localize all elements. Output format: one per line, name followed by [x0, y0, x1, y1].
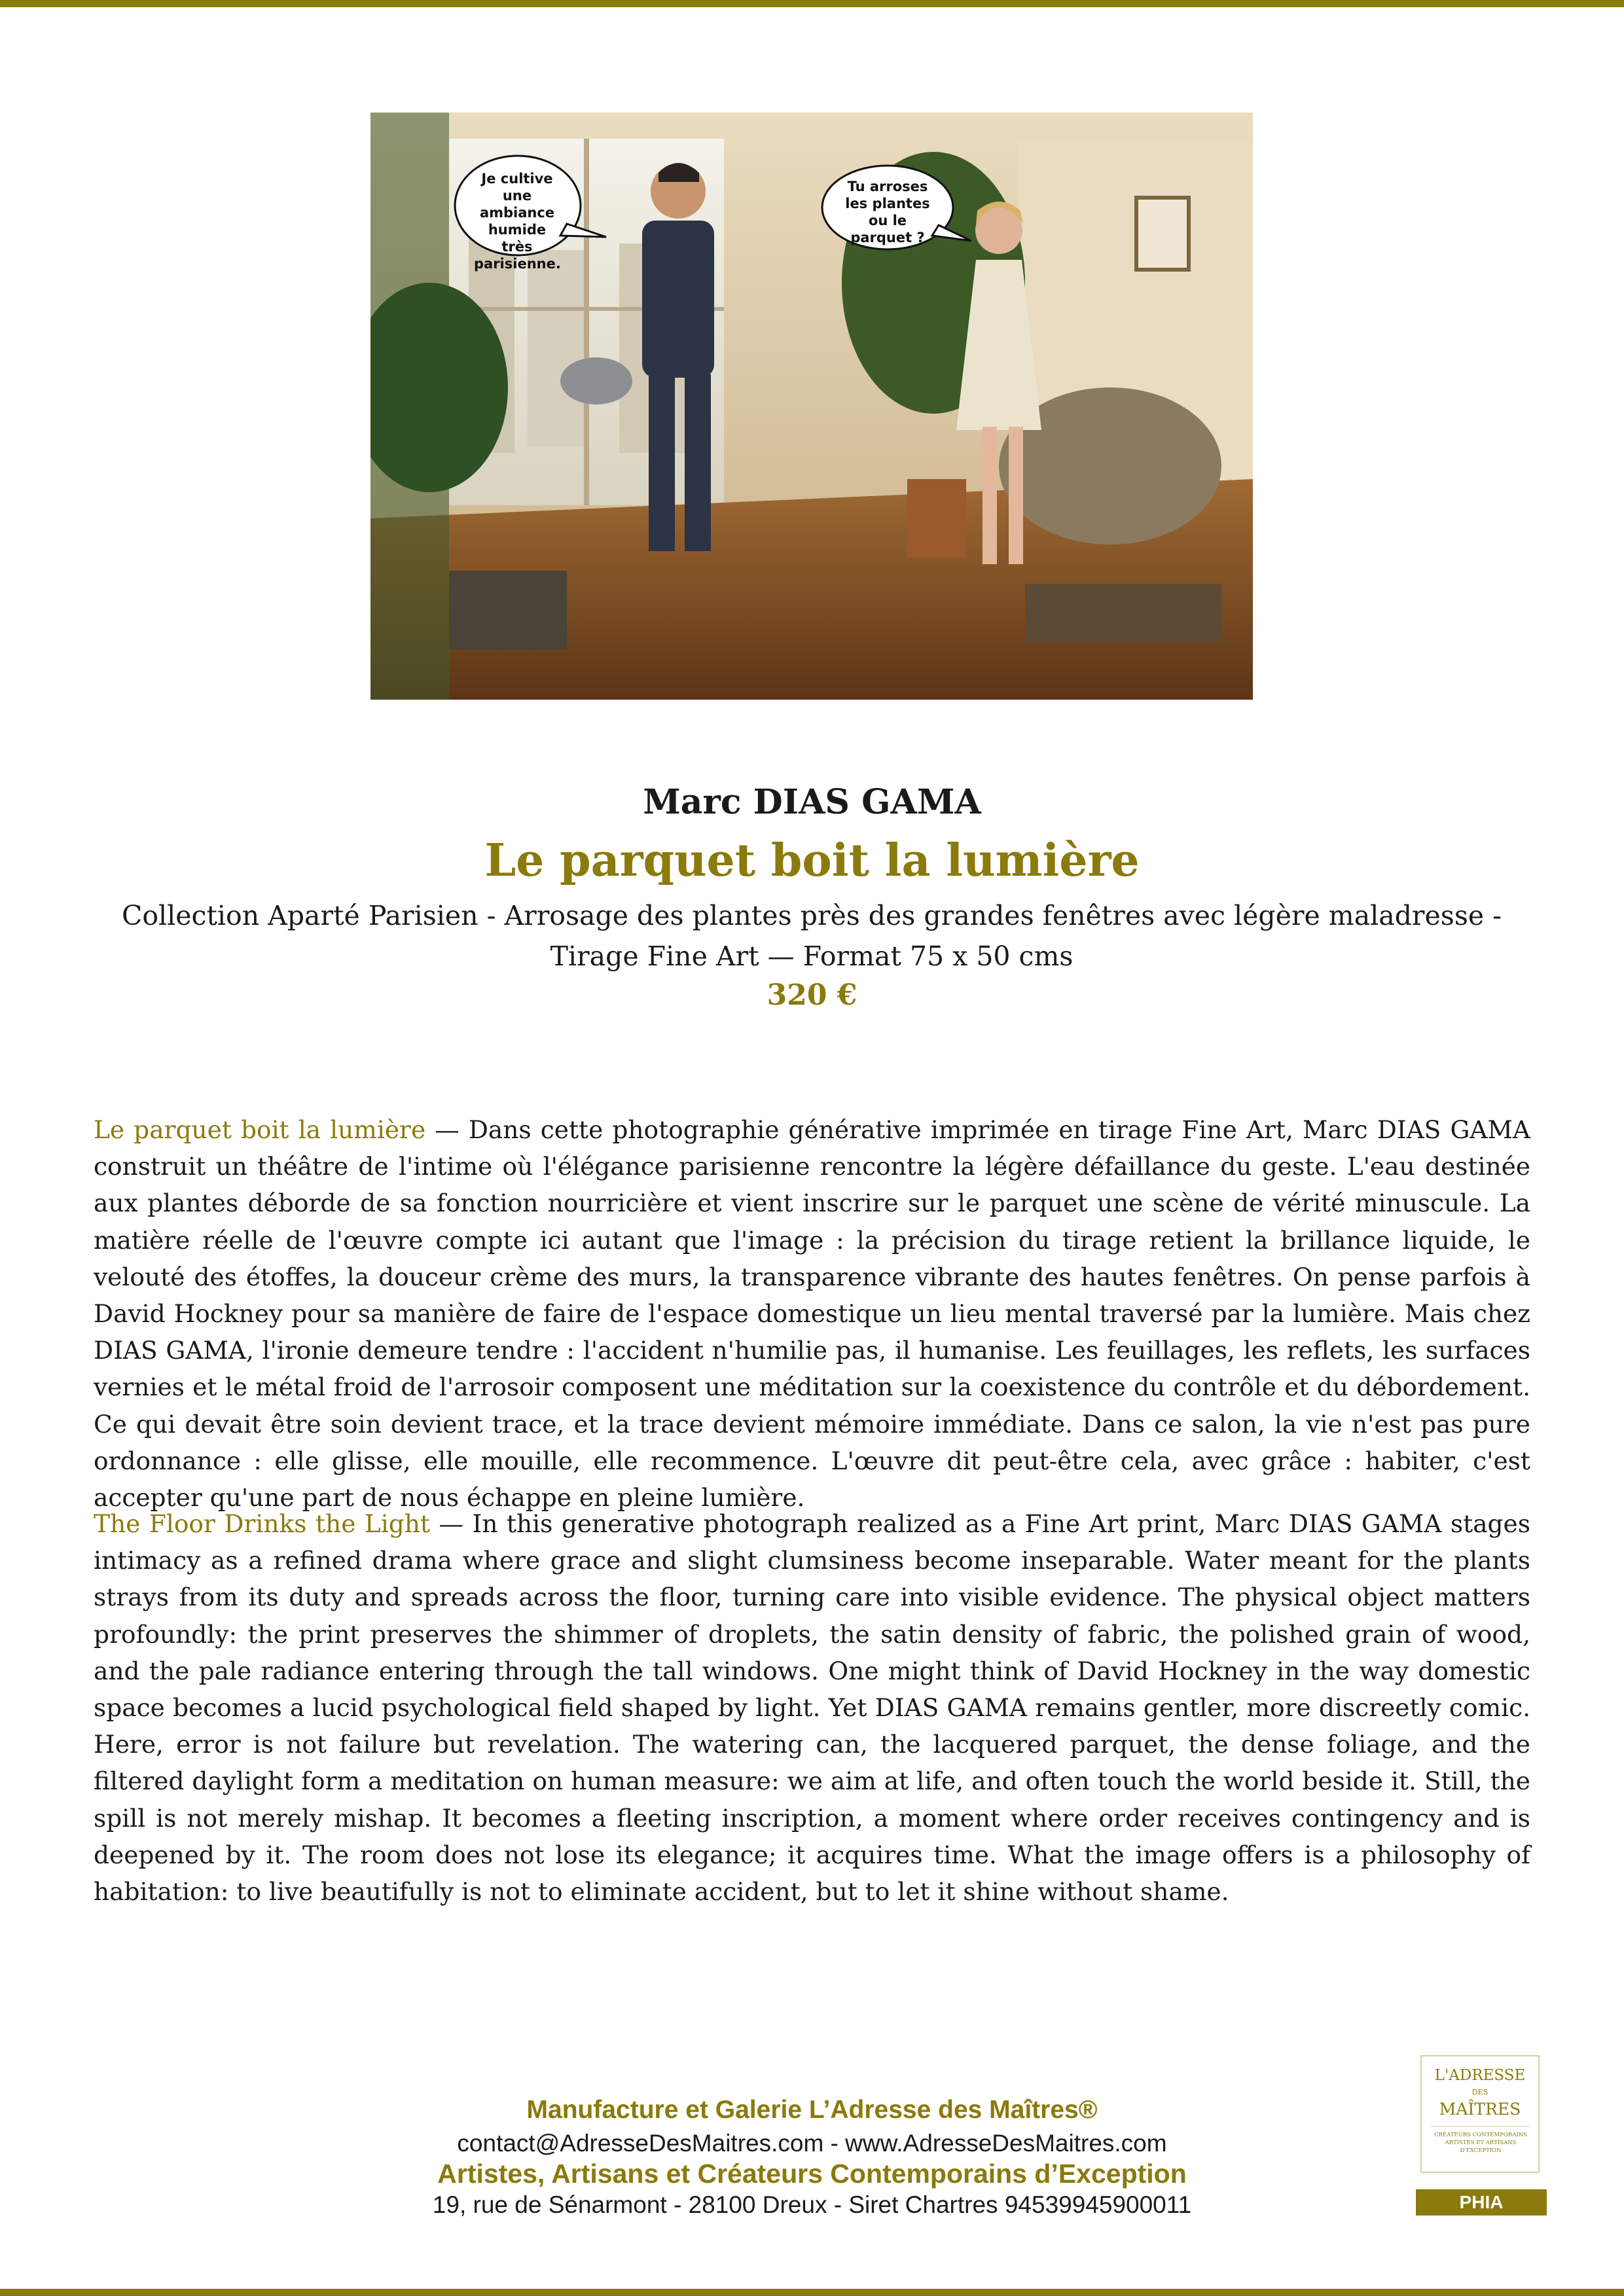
description-english-lead: The Floor Drinks the Light: [94, 1509, 430, 1538]
artwork-subtitle: Collection Aparté Parisien - Arrosage des plantes près des grandes fenêtres avec légère maladresse - Tirage Fine Art — Format 75 x 50 cms: [121, 900, 1502, 972]
phia-badge: PHIA: [1416, 2189, 1547, 2215]
footer-address: 19, rue de Sénarmont - 28100 Dreux - Siret Chartres 94539945900011: [432, 2191, 1192, 2218]
description-french: [94, 1111, 1530, 1516]
description-english-text: — In this generative photograph realized as a Fine Art print, Marc DIAS GAMA stages intimacy as a refined drama where grace and slight clumsiness become inseparable. Water meant for the plants strays from its duty and spreads across the floor, turning care into visible evidence. The physical object matters profoundly: the print preserves the shimmer of droplets, the satin density of fabric, the polished grain of wood, and the pale radiance entering through the tall windows. One might think of David Hockney in the way domestic space becomes a lucid psychological field shaped by light. Yet DIAS GAMA remains gentler, more discreetly comic. Here, error is not failure but revelation. The watering can, the lacquered parquet, the dense foliage, and the filtered daylight form a meditation on human measure: we aim at life, and often touch the world beside it. Still, the spill is not merely mishap. It becomes a fleeting inscription, a moment where order receives contingency and is deepened by it. The room does not lose its elegance; it acquires time. What the image offers is a philosophy of habitation: to live beautifully is not to eliminate accident, but to let it shine without shame.: [94, 1509, 1530, 1907]
speech-bubble-left: Je cultive une ambiance humide très parisienne.: [474, 171, 561, 272]
logo-line-1: L'ADRESSE: [1434, 2067, 1526, 2084]
footer-contact: contact@AdresseDesMaitres.com - www.AdresseDesMaitres.com: [457, 2130, 1167, 2157]
artwork-price: 320 €: [767, 978, 857, 1012]
bottom-rule: [0, 2289, 1624, 2296]
description-english: [94, 1505, 1530, 1910]
gallery-logo: [1420, 2055, 1540, 2173]
logo-line-4: CRÉATEURS CONTEMPORAINS ARTISTES ET ARTISANS D'EXCEPTION: [1434, 2132, 1528, 2154]
logo-line-2: DES: [1471, 2088, 1489, 2096]
logo-line-3: MAÎTRES: [1439, 2100, 1521, 2119]
footer-company: Manufacture et Galerie L’Adresse des Maîtres®: [526, 2096, 1098, 2124]
description-french-text: — Dans cette photographie générative imprimée en tirage Fine Art, Marc DIAS GAMA construit un théâtre de l'intime où l'élégance parisienne rencontre la légère défaillance du geste. L'eau destinée aux plantes déborde de sa fonction nourricière et vient inscrire sur le parquet une scène de vérité minuscule. La matière réelle de l'œuvre compte ici autant que l'image : la précision du tirage retient la brillance liquide, le velouté des étoffes, la douceur crème des murs, la transparence vibrante des hautes fenêtres. On pense parfois à David Hockney pour sa manière de faire de l'espace domestique un lieu mental traversé par la lumière. Mais chez DIAS GAMA, l'ironie demeure tendre : l'accident n'humilie pas, il humanise. Les feuillages, les reflets, les surfaces vernies et le métal froid de l'arrosoir composent une méditation sur la coexistence du contrôle et du débordement. Ce qui devait être soin devient trace, et la trace devient mémoire immédiate. Dans ce salon, la vie n'est pas pure ordonnance : elle glisse, elle mouille, elle recommence. L'œuvre dit peut-être cela, avec grâce : habiter, c'est accepter qu'une part de nous échappe en pleine lumière.: [94, 1115, 1530, 1513]
top-rule: [0, 0, 1624, 7]
speech-bubble-right: Tu arroses les plantes ou le parquet ?: [845, 179, 930, 245]
description-french-lead: Le parquet boit la lumière: [94, 1115, 426, 1144]
artwork-image: [370, 113, 1253, 700]
artwork-title: Le parquet boit la lumière: [484, 834, 1140, 887]
footer-tagline: Artistes, Artisans et Créateurs Contemporains d’Exception: [437, 2159, 1187, 2189]
artist-name: Marc DIAS GAMA: [643, 782, 981, 822]
